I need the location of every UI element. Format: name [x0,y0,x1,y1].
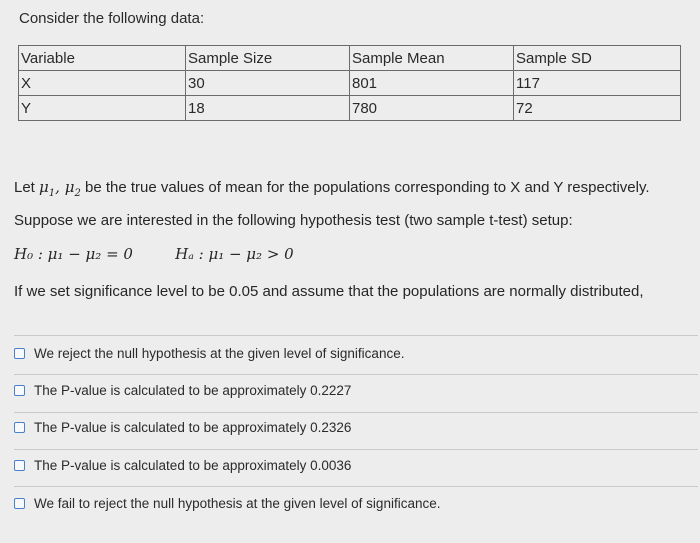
answer-label: The P-value is calculated to be approximately 0.0036 [34,458,352,473]
null-hypothesis: H₀ : μ₁ − μ₂ = 0 [14,245,133,263]
answer-label: We fail to reject the null hypothesis at the given level of significance. [34,496,441,511]
table-cell: 780 [350,96,514,121]
table-cell: 117 [514,71,681,96]
table-row [19,96,681,121]
divider [14,486,698,487]
table-cell: Y [19,96,186,121]
table-cell: 72 [514,96,681,121]
answer-label: The P-value is calculated to be approximately 0.2227 [34,383,352,398]
question-line-1-post: be the true values of mean for the populations corresponding to X and Y respectively. [85,179,650,196]
answer-label: We reject the null hypothesis at the given level of significance. [34,346,405,361]
radio-button[interactable] [14,422,25,433]
answer-label: The P-value is calculated to be approximately 0.2326 [34,420,352,435]
divider [14,449,698,450]
table-cell: 801 [350,71,514,96]
header-variable: Variable [19,46,186,71]
table-cell: X [19,71,186,96]
table-cell: 30 [186,71,350,96]
divider [14,412,698,413]
hypotheses [14,245,294,263]
question-line-4: If we set significance level to be 0.05 and assume that the populations are normally distributed, [14,283,644,300]
question-line-1-pre: Let [14,179,35,196]
table-cell: 18 [186,96,350,121]
divider [14,374,698,375]
answer-option[interactable] [14,458,351,473]
question-line-1 [14,178,650,199]
answer-option[interactable] [14,496,440,511]
mu-symbols: $\mu_1$, $\mu_2$ [39,178,81,199]
divider [14,335,698,336]
data-table [18,45,681,121]
radio-button[interactable] [14,385,25,396]
intro-text: Consider the following data: [19,10,205,27]
answer-option[interactable] [14,383,351,398]
radio-button[interactable] [14,348,25,359]
radio-button[interactable] [14,460,25,471]
header-sample-mean: Sample Mean [350,46,514,71]
table-row [19,71,681,96]
alternative-hypothesis: Hₐ : μ₁ − μ₂ > 0 [175,245,294,263]
header-sample-size: Sample Size [186,46,350,71]
header-sample-sd: Sample SD [514,46,681,71]
question-line-2: Suppose we are interested in the following hypothesis test (two sample t-test) setup: [14,212,573,229]
answer-option[interactable] [14,420,351,435]
table-header-row [19,46,681,71]
answer-option[interactable] [14,346,404,361]
radio-button[interactable] [14,498,25,509]
